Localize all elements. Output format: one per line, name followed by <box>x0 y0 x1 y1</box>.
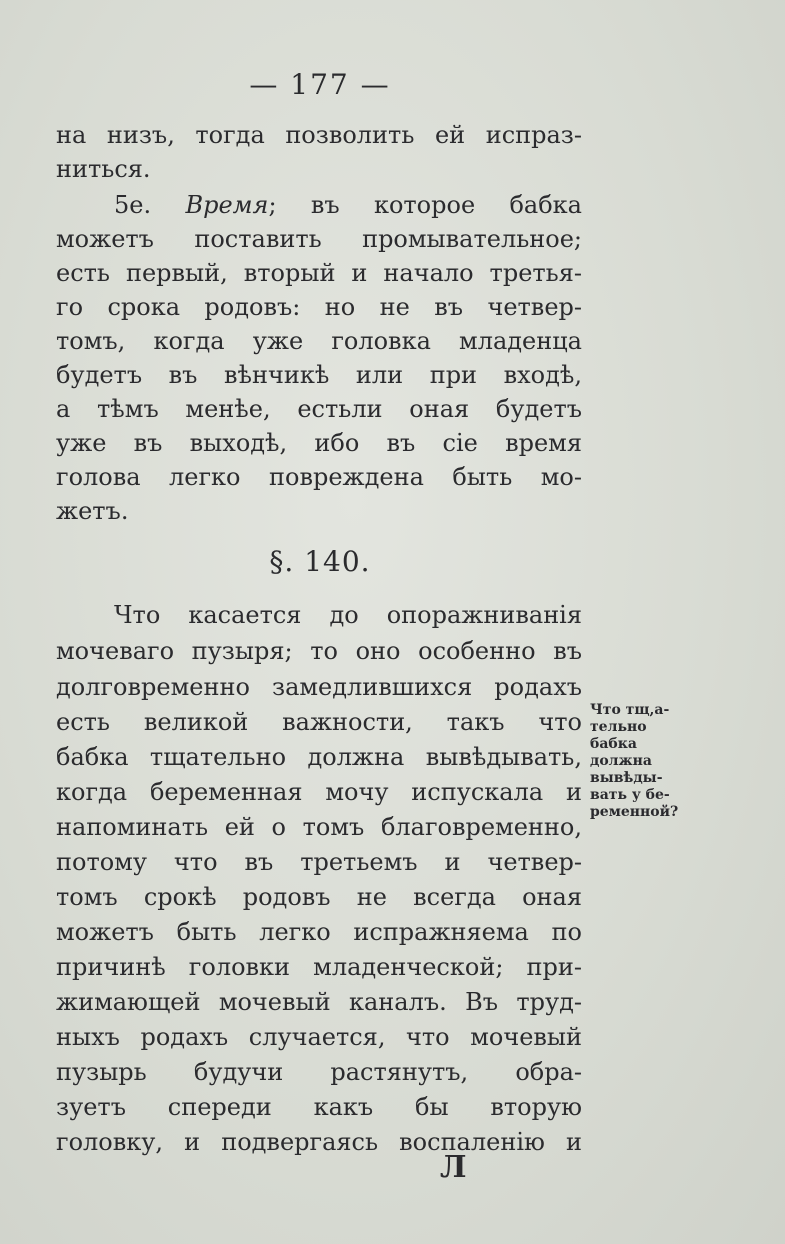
page-number-header: — 177 — <box>249 68 391 101</box>
text-line: зуетъ спереди какъ бы вторую <box>56 1093 582 1121</box>
margin-note <box>590 702 720 821</box>
text-line: голова легко повреждена быть мо- <box>56 463 582 491</box>
text-line: можетъ поставить промывательное; <box>56 225 582 253</box>
text-line: причинѣ головки младенческой; при- <box>56 953 582 981</box>
text-line: есть великой важности, такъ что <box>56 708 582 736</box>
text-line: когда беременная мочу испускала и <box>56 778 582 806</box>
text-line: мочеваго пузыря; то оно особенно въ <box>56 637 582 665</box>
text-line <box>56 188 582 222</box>
text-line: есть первый, вторый и начало третья- <box>56 259 582 287</box>
text-line: долговременно замедлившихся родахъ <box>56 673 582 701</box>
emphasized-term: Время <box>185 191 269 219</box>
margin-note-line: вывѣды- <box>590 770 663 786</box>
margin-note-line: тельно <box>590 719 647 735</box>
text-line: головку, и подвергаясь воспаленію и <box>56 1128 582 1156</box>
text-line: а тѣмъ менѣе, естьли оная будетъ <box>56 395 582 423</box>
text-line: уже въ выходѣ, ибо въ сіе время <box>56 429 582 457</box>
margin-note-line: должна <box>590 753 652 769</box>
section-heading: §. 140. <box>269 545 371 578</box>
text-line: потому что въ третьемъ и четвер- <box>56 848 582 876</box>
text-line: ныхъ родахъ случается, что мочевый <box>56 1023 582 1051</box>
text-line: ниться. <box>56 155 151 183</box>
text-line: можетъ быть легко испражняема по <box>56 918 582 946</box>
text-line: жетъ. <box>56 497 129 525</box>
text-line: будетъ въ вѣнчикѣ или при входѣ, <box>56 361 582 389</box>
margin-note-line: вать у бе- <box>590 787 670 803</box>
text-line: Что касается до опоражниванія <box>114 601 582 629</box>
margin-note-line: Что тщ,а- <box>590 702 670 718</box>
text-line: го срока родовъ: но не въ четвер- <box>56 293 582 321</box>
text-line: томъ срокѣ родовъ не всегда оная <box>56 883 582 911</box>
text-line: бабка тщательно должна вывѣдывать, <box>56 743 582 771</box>
text-line: на низъ, тогда позволить ей испраз- <box>56 121 582 149</box>
item-number: 5е. <box>114 191 152 219</box>
text-line: пузырь будучи растянутъ, обра- <box>56 1058 582 1086</box>
text-fragment: ; въ которое бабка <box>268 191 582 219</box>
margin-note-line: ременной? <box>590 804 679 820</box>
text-line: напоминать ей о томъ благовременно, <box>56 813 582 841</box>
signature-mark: Л <box>440 1150 467 1185</box>
text-line: жимающей мочевый каналъ. Въ труд- <box>56 988 582 1016</box>
margin-note-line: бабка <box>590 736 637 752</box>
text-line: томъ, когда уже головка младенца <box>56 327 582 355</box>
